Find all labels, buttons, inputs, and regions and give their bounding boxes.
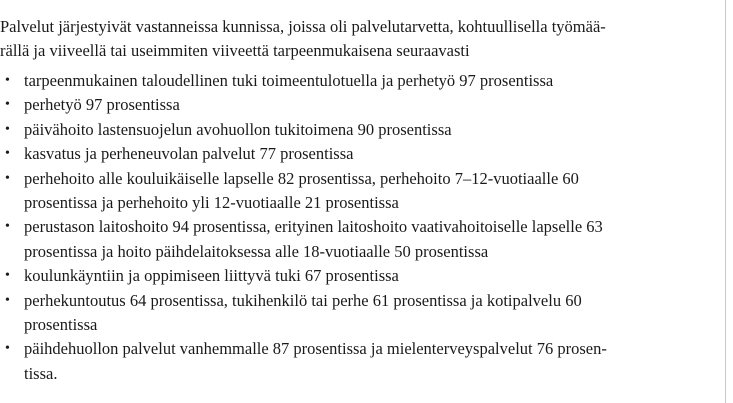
list-item: [0, 142, 720, 166]
list-item-text: päivähoito lastensuojelun avohuollon tukitoimena 90 prosentissa: [24, 119, 452, 139]
list-item: [0, 118, 720, 142]
list-item: [0, 215, 720, 264]
bullet-dot-icon: •: [5, 170, 10, 186]
list-item-text: kasvatus ja perheneuvolan palvelut 77 prosentissa: [24, 144, 354, 164]
intro-line: Palvelut järjestyivät vastanneissa kunnissa, joissa oli palvelutarvetta, kohtuullisella työmää-: [0, 16, 606, 36]
bullet-dot-icon: •: [5, 73, 10, 88]
bullet-dot-icon: •: [5, 97, 10, 113]
list-item: [0, 69, 720, 93]
list-item: [0, 337, 720, 386]
list-item-text: prosentissa ja hoito päihdelaitoksessa alle 18-vuotiaalle 50 prosentissa: [24, 241, 489, 261]
bullet-dot-icon: •: [5, 146, 10, 162]
list-item-text: päihdehuollon palvelut vanhemmalle 87 prosentissa ja mielenterveyspalvelut 76 prosen-: [24, 339, 607, 359]
list-item-text: tissa.: [24, 363, 58, 383]
list-item: [0, 289, 720, 338]
bullet-dot-icon: •: [5, 268, 10, 284]
list-item-text: koulunkäyntiin ja oppimiseen liittyvä tuki 67 prosentissa: [24, 266, 399, 286]
list-item-text: tarpeenmukainen taloudellinen tuki toimeentulotuella ja perhetyö 97 prosentissa: [24, 71, 554, 90]
list-item: [0, 264, 720, 288]
bullet-dot-icon: •: [5, 121, 10, 137]
list-item-text: prosentissa: [24, 315, 98, 335]
list-item-text: perhetyö 97 prosentissa: [24, 95, 180, 115]
list-item-text: perustason laitoshoito 94 prosentissa, erityinen laitoshoito vaativahoitoiselle lapselle 63: [24, 217, 603, 237]
bullet-dot-icon: •: [5, 341, 10, 357]
bullet-dot-icon: •: [5, 292, 10, 308]
list-item: [0, 167, 720, 216]
intro-paragraph: [0, 15, 728, 63]
list-item: [0, 93, 720, 117]
list-item-text: prosentissa ja perhehoito yli 12-vuotiaalle 21 prosentissa: [24, 193, 399, 213]
intro-line: rällä ja viiveellä tai useimmiten viiveettä tarpeenmukaisena seuraavasti: [0, 40, 470, 60]
bullet-dot-icon: •: [5, 219, 10, 235]
list-item-text: perhehoito alle kouluikäiselle lapselle 82 prosentissa, perhehoito 7–12-vuotiaalle 60: [24, 168, 579, 188]
bullet-list: [0, 69, 720, 386]
list-item-text: perhekuntoutus 64 prosentissa, tukihenkilö tai perhe 61 prosentissa ja kotipalvelu 60: [24, 290, 582, 310]
